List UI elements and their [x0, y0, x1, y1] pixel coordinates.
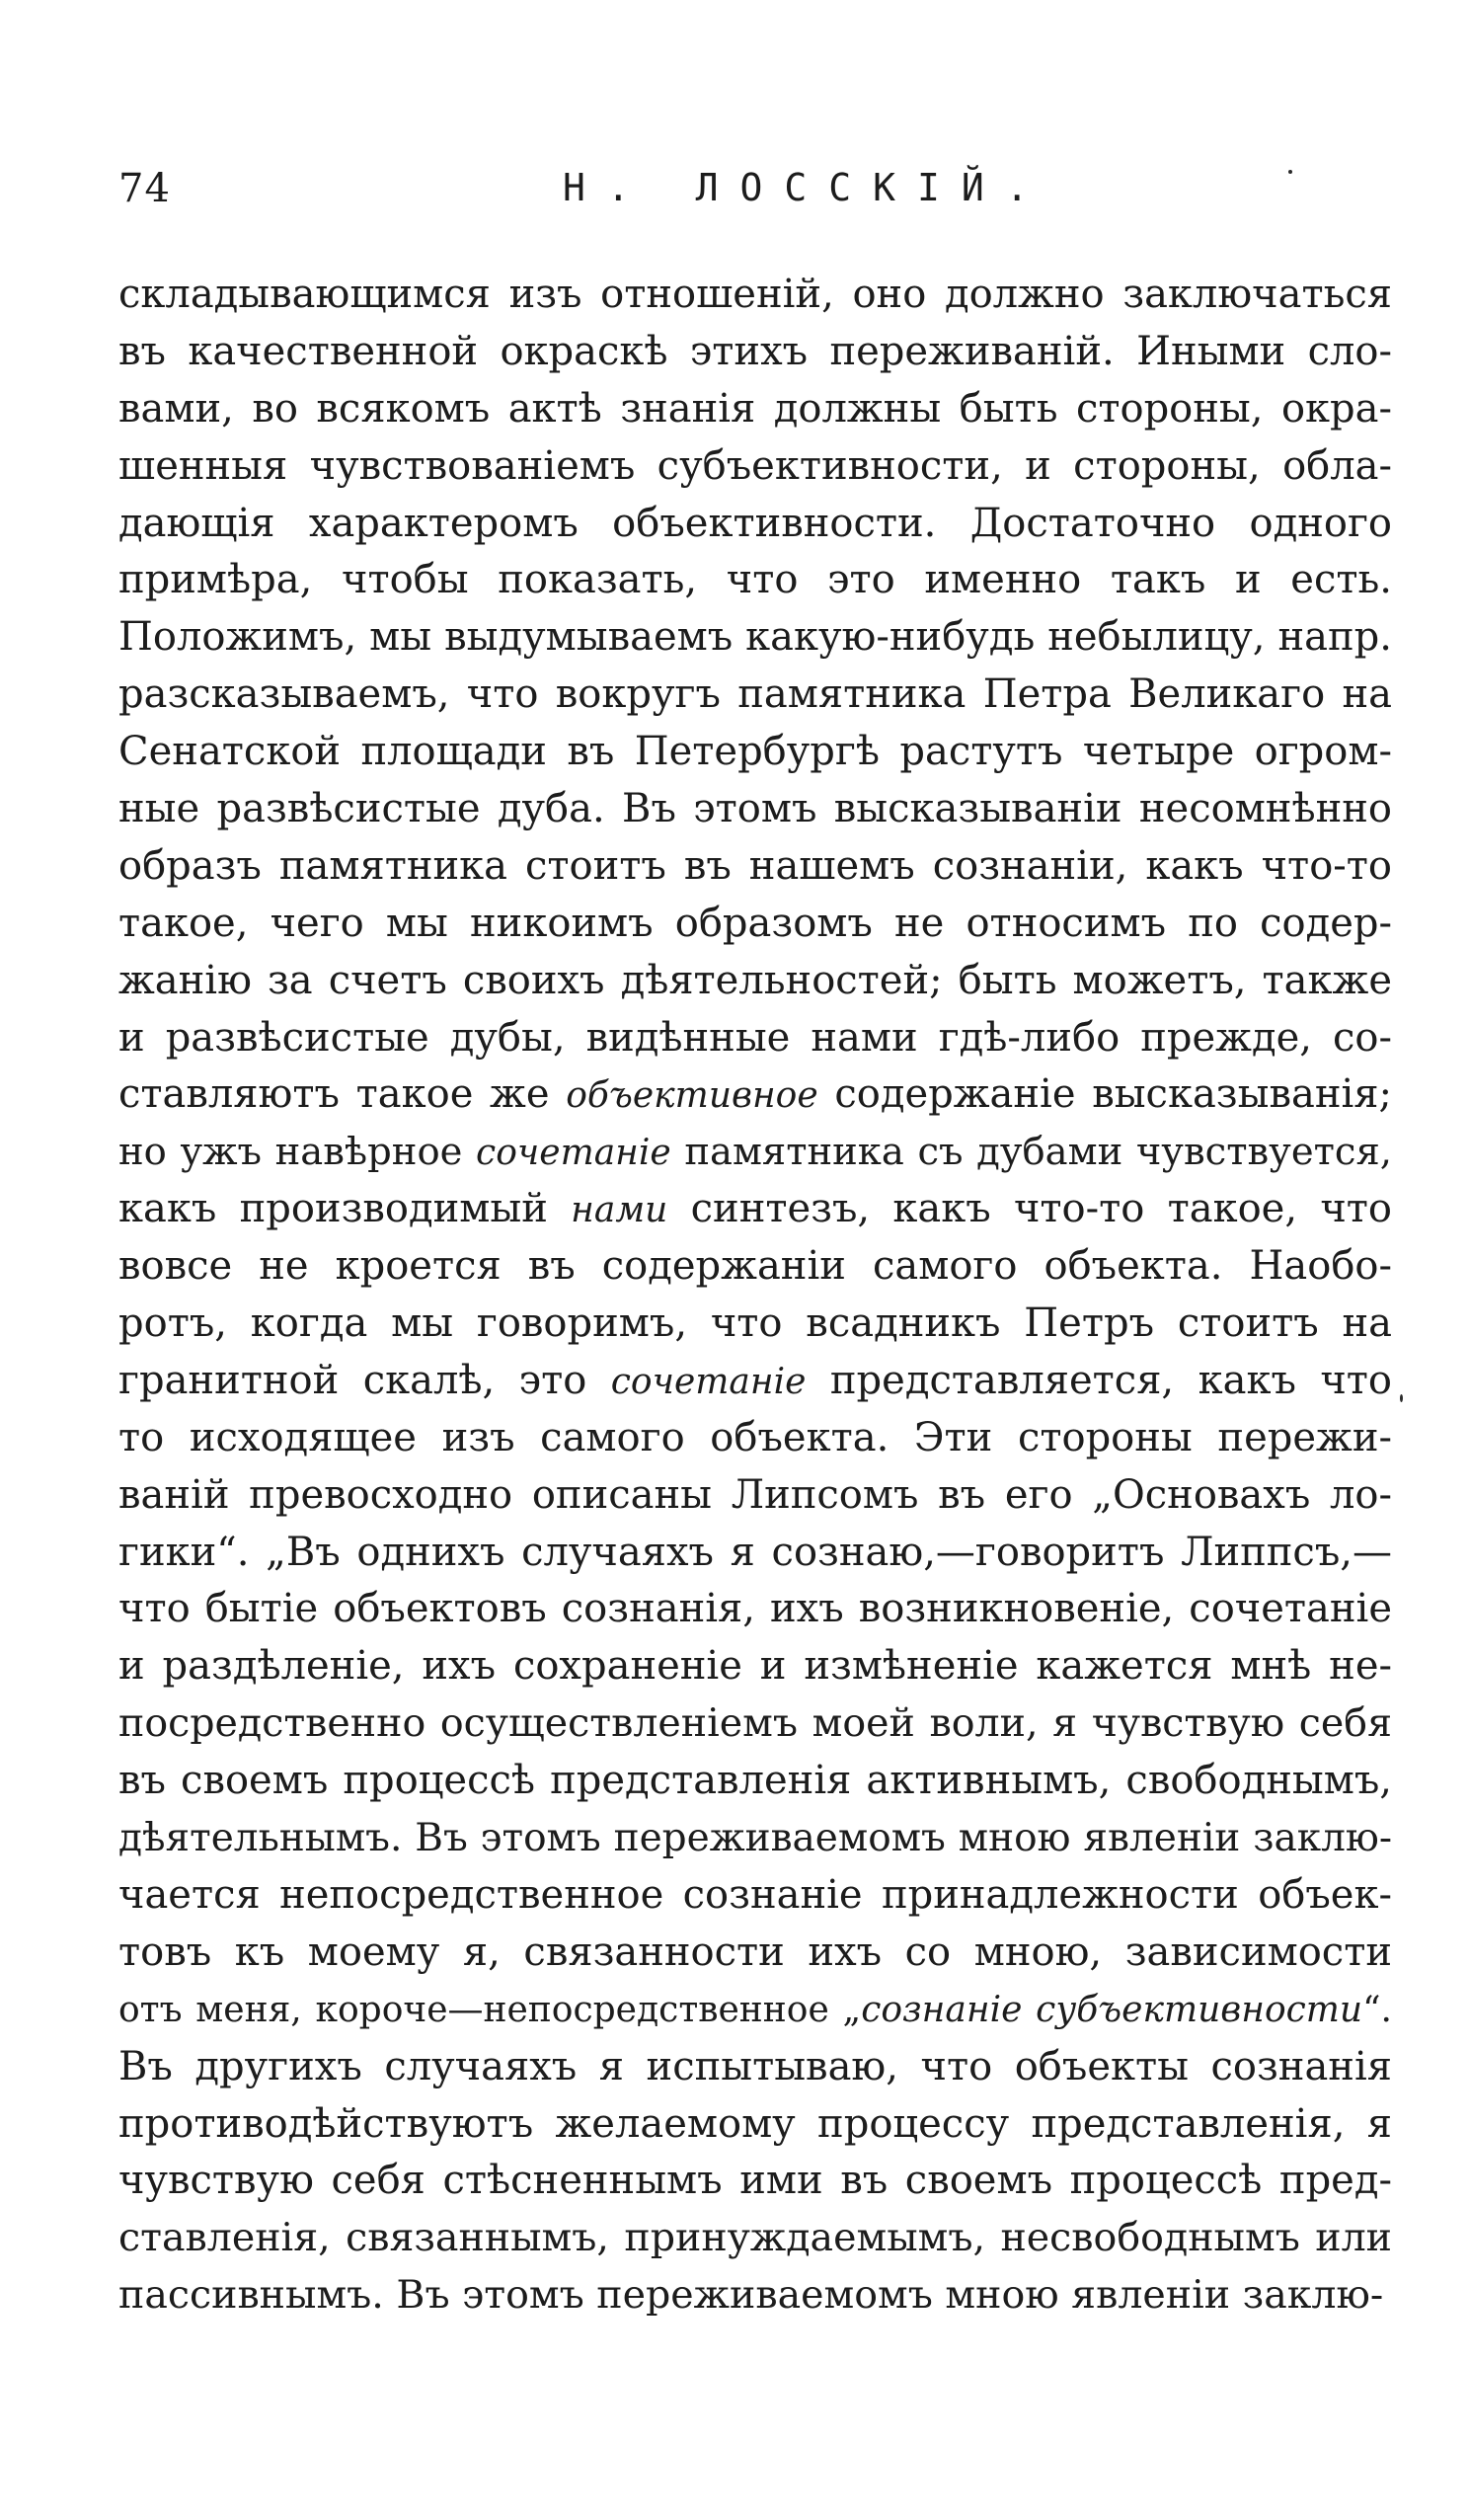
text-line: шенныя чувствованіемъ субъективности, и стороны, обла- — [118, 442, 1392, 489]
running-head: Н. ЛОССКІЙ. — [563, 166, 1050, 209]
emphasized-text: сочетаніе — [476, 1133, 671, 1174]
text-line: чувствую себя стѣсненнымъ ими въ своемъ процессѣ пред- — [118, 2158, 1392, 2204]
text-line: чается непосредственное сознаніе принадлежности объек- — [118, 1871, 1392, 1918]
print-speck — [1400, 1394, 1403, 1402]
text-line: жанію за счетъ своихъ дѣятельностей; быть можетъ, также — [118, 957, 1392, 1003]
emphasized-text: объективное — [566, 1075, 818, 1117]
text-line: и развѣсистые дубы, видѣнные нами гдѣ-либо прежде, со- — [118, 1014, 1392, 1061]
text-line: что бытіе объектовъ сознанія, ихъ возникновеніе, сочетаніе — [118, 1586, 1392, 1632]
text-line: дающія характеромъ объективности. Достаточно одного — [118, 500, 1392, 546]
text-line: и раздѣленіе, ихъ сохраненіе и измѣненіе кажется мнѣ не- — [118, 1643, 1392, 1690]
text-line: Въ другихъ случаяхъ я испытываю, что объекты сознанія — [118, 2043, 1392, 2089]
text-line: дѣятельнымъ. Въ этомъ переживаемомъ мною явленіи заклю- — [118, 1816, 1392, 1861]
emphasized-text: нами — [571, 1190, 668, 1231]
text-line: ные развѣсистые дуба. Въ этомъ высказываніи несомнѣнно — [118, 786, 1392, 832]
text-line: ставленія, связаннымъ, принуждаемымъ, несвободнымъ или — [118, 2215, 1392, 2261]
text-segment: “. — [1362, 1989, 1392, 2030]
text-line — [118, 1181, 1392, 1238]
print-speck — [1288, 170, 1292, 174]
emphasized-text: сознаніе субъективности — [861, 1989, 1363, 2030]
text-line — [118, 1353, 1392, 1410]
body-text — [118, 267, 1392, 2324]
text-segment: ставляютъ такое же — [118, 1071, 567, 1118]
text-line: въ своемъ процессѣ представленія активнымъ, свободнымъ, — [118, 1758, 1392, 1804]
text-segment: памятника съ дубами чувствуется, — [670, 1130, 1392, 1175]
text-line: то исходящее изъ самого объекта. Эти стороны пережи- — [118, 1414, 1392, 1460]
text-line: въ качественной окраскѣ этихъ переживаній. Иными сло- — [118, 328, 1392, 374]
text-line: посредственно осуществленіемъ моей воли, я чувствую себя — [118, 1700, 1392, 1747]
text-line: гики“. „Въ однихъ случаяхъ я сознаю,—говоритъ Липпсъ,— — [118, 1529, 1392, 1575]
text-line: образъ памятника стоитъ въ нашемъ сознаніи, какъ что-то — [118, 842, 1392, 889]
text-segment: какъ производимый — [118, 1186, 572, 1232]
text-segment: содержаніе высказыванія; — [817, 1071, 1392, 1118]
text-segment: синтезъ, какъ что-то такое, что — [667, 1186, 1392, 1232]
page-header — [118, 166, 1372, 225]
text-line: противодѣйствуютъ желаемому процессу представленія, я — [118, 2100, 1392, 2147]
text-line — [118, 1124, 1392, 1181]
text-line — [118, 1982, 1392, 2039]
text-line: вами, во всякомъ актѣ знанія должны быть стороны, окра- — [118, 385, 1392, 432]
text-line: примѣра, чтобы показать, что это именно такъ и есть. — [118, 557, 1392, 603]
text-line: вовсе не кроется въ содержаніи самого объекта. Наобо- — [118, 1243, 1392, 1290]
page-number: 74 — [118, 166, 171, 211]
text-line: Сенатской площади въ Петербургѣ растутъ четыре огром- — [118, 729, 1392, 775]
text-line: складывающимся изъ отношеній, оно должно заключаться — [118, 272, 1392, 317]
emphasized-text: сочетаніе — [610, 1361, 807, 1402]
text-segment: но ужъ навѣрное — [118, 1130, 477, 1175]
text-line: пассивнымъ. Въ этомъ переживаемомъ мною явленіи заклю- — [118, 2272, 1384, 2319]
text-line: такое, чего мы никоимъ образомъ не относимъ по содер- — [118, 900, 1392, 946]
text-line: товъ къ моему я, связанности ихъ со мною, зависимости — [118, 1929, 1392, 1975]
text-segment: представляется, какъ что — [806, 1357, 1393, 1403]
text-line — [118, 1066, 1392, 1124]
text-line: ротъ, когда мы говоримъ, что всадникъ Петръ стоитъ на — [118, 1300, 1392, 1347]
text-line: разсказываемъ, что вокругъ памятника Петра Великаго на — [118, 671, 1392, 718]
text-segment: гранитной скалѣ, это — [118, 1357, 611, 1403]
text-segment: отъ меня, короче—непосредственное „ — [118, 1989, 862, 2030]
text-line: Положимъ, мы выдумываемъ какую-нибудь небылицу, напр. — [118, 614, 1392, 661]
text-line: ваній превосходно описаны Липсомъ въ его „Основахъ ло- — [118, 1471, 1392, 1518]
